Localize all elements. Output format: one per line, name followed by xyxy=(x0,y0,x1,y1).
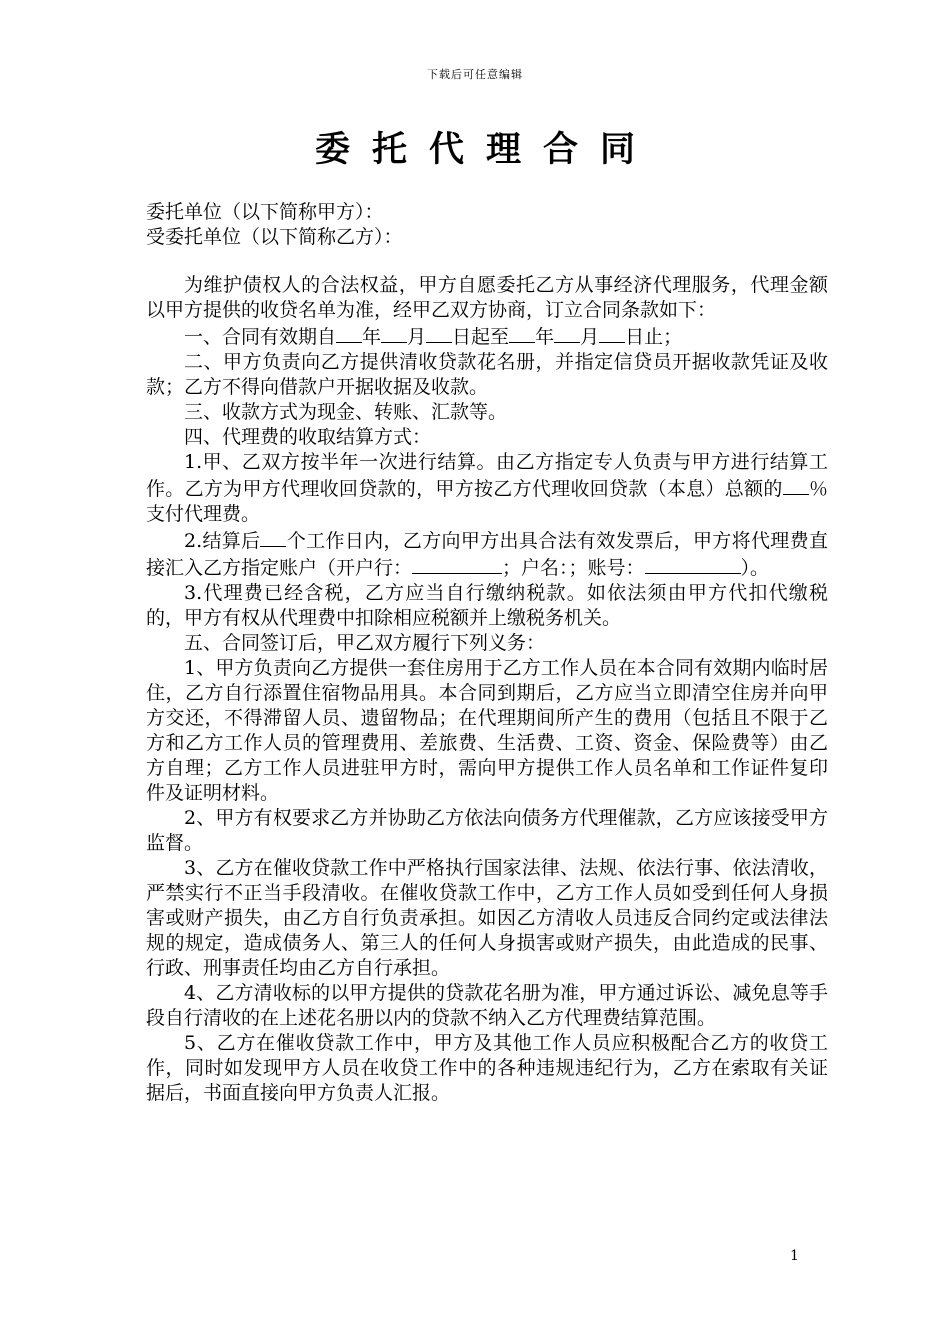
clause-1-end-year-label: 年 xyxy=(535,326,555,348)
intro-paragraph: 为维护债权人的合法权益，甲方自愿委托乙方从事经济代理服务，代理金额以甲方提供的收贷名单为准，经甲乙双方协商，订立合同条款如下： xyxy=(146,274,828,321)
clause-1-term xyxy=(146,323,828,350)
percentage-blank xyxy=(783,475,809,495)
start-day-blank xyxy=(426,323,452,343)
clause-1-until-label: 日起至 xyxy=(452,326,510,348)
clause-3: 三、收款方式为现金、转账、汇款等。 xyxy=(184,401,508,423)
header-note: 下载后可任意编辑 xyxy=(427,68,523,81)
clause-1-year-label: 年 xyxy=(362,326,382,348)
account-number-blank xyxy=(645,554,741,574)
clause-4-1-text-end: ％支付代理费。 xyxy=(146,478,828,525)
start-month-blank xyxy=(381,323,407,343)
clause-4-2-text-account-name: ；户名： xyxy=(502,557,569,579)
clause-4-3: 3.代理费已经含税，乙方应当自行缴纳税款。如依法须由甲方代扣代缴税的，甲方有权从代理费中扣除相应税额并上缴税务机关。 xyxy=(146,582,828,629)
clause-4-2 xyxy=(146,527,828,581)
clause-1-end-month-label: 月 xyxy=(580,326,600,348)
clause-1-month-label: 月 xyxy=(407,326,427,348)
clause-4-2-text-bank: 个工作日内，乙方向甲方出具合法有效发票后，甲方将代理费直接汇入乙方指定账户（开户行： xyxy=(146,530,828,579)
clause-4-1-text: 1.甲、乙双方按半年一次进行结算。由乙方指定专人负责与甲方进行结算工作。乙方为甲方代理收回贷款的，甲方按乙方代理收回贷款（本息）总额的 xyxy=(146,451,828,500)
parties-block xyxy=(146,200,826,250)
start-year-blank xyxy=(336,323,362,343)
clause-4: 四、代理费的收取结算方式： xyxy=(184,426,432,448)
clause-5-5: 5、乙方在催收贷款工作中，甲方及其他工作人员应积极配合乙方的收贷工作，同时如发现甲方人员在收贷工作中的各种违规违纪行为，乙方在索取有关证据后，书面直接向甲方负责人汇报。 xyxy=(146,1032,828,1104)
clause-1-end-day-label: 日止； xyxy=(625,326,683,348)
clause-4-2-text-end: ）。 xyxy=(740,557,770,579)
clause-4-2-text-account-no: ；账号： xyxy=(568,557,645,579)
working-days-blank xyxy=(260,527,286,547)
end-month-blank xyxy=(554,323,580,343)
clause-5-4: 4、乙方清收标的以甲方提供的贷款花名册为准，甲方通过诉讼、减免息等手段自行清收的在上述花名册以内的贷款不纳入乙方代理费结算范围。 xyxy=(146,982,828,1029)
clause-1-text-start: 一、合同有效期自 xyxy=(184,326,337,348)
end-day-blank xyxy=(599,323,625,343)
bank-blank xyxy=(412,554,502,574)
end-year-blank xyxy=(509,323,535,343)
clause-4-1 xyxy=(146,450,828,527)
clause-5-1: 1、甲方负责向乙方提供一套住房用于乙方工作人员在本合同有效期内临时居住，乙方自行添置住宿物品用具。本合同到期后，乙方应当立即清空住房并向甲方交还，不得滞留人员、遗留物品；在代理期间所产生的费用（包括且不限于乙方和乙方工作人员的管理费用、差旅费、生活费、工资、资金、保险费等）由乙方自理；乙方工作人员进驻甲方时，需向甲方提供工作人员名单和工作证件复印件及证明材料。 xyxy=(146,657,828,804)
clause-2: 二、甲方负责向乙方提供清收贷款花名册，并指定信贷员开据收款凭证及收款；乙方不得向借款户开据收据及收款。 xyxy=(146,351,828,398)
clause-4-2-text: 2.结算后 xyxy=(184,530,261,552)
document-title: 委托代理合同 xyxy=(314,129,657,170)
principal-party-line: 委托单位（以下简称甲方）： xyxy=(146,201,384,223)
contract-body xyxy=(146,273,828,1106)
agent-party-line: 受委托单位（以下简称乙方）： xyxy=(146,226,403,248)
clause-5-2: 2、甲方有权要求乙方并协助乙方依法向债务方代理催款，乙方应该接受甲方监督。 xyxy=(146,807,828,854)
clause-5-3: 3、乙方在催收贷款工作中严格执行国家法律、法规、依法行事、依法清收，严禁实行不正当手段清收。在催收贷款工作中，乙方工作人员如受到任何人身损害或财产损失，由乙方自行负责承担。如因乙方清收人员违反合同约定或法律法规的规定，造成债务人、第三人的任何人身损害或财产损失，由此造成的民事、行政、刑事责任均由乙方自行承担。 xyxy=(146,857,828,979)
page-number: 1 xyxy=(790,1248,799,1264)
clause-5: 五、合同签订后，甲乙双方履行下列义务： xyxy=(184,632,546,654)
